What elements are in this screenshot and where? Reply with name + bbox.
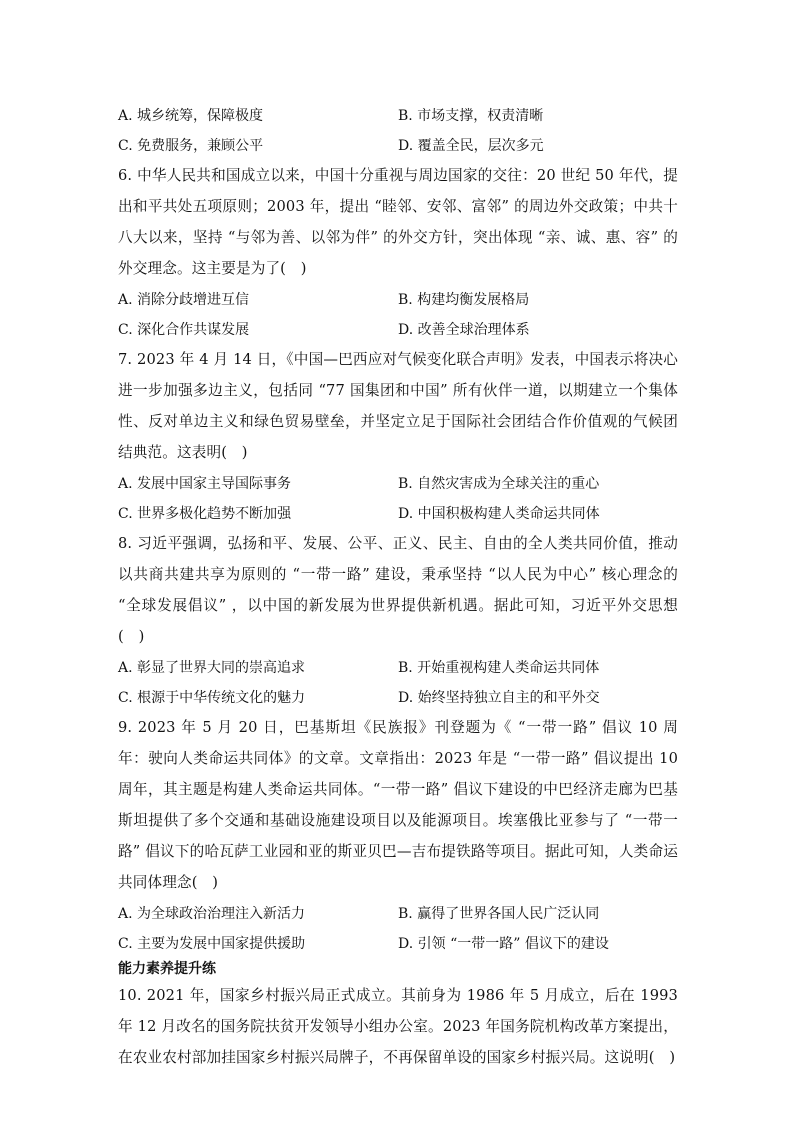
q5-options-row-1 bbox=[118, 100, 678, 130]
q7-options-row-1 bbox=[118, 468, 678, 498]
q9-options-row-2 bbox=[118, 928, 678, 958]
q6-option-d[interactable]: D. 改善全球治理体系 bbox=[398, 322, 530, 338]
q6-options-row-2 bbox=[118, 314, 678, 344]
q8-options-row-1 bbox=[118, 652, 678, 682]
q7-option-d[interactable]: D. 中国积极构建人类命运共同体 bbox=[398, 506, 600, 522]
q6-option-b[interactable]: B. 构建均衡发展格局 bbox=[398, 292, 530, 308]
q7-option-b[interactable]: B. 自然灾害成为全球关注的重心 bbox=[398, 476, 600, 492]
q7-stem: 7. 2023 年 4 月 14 日，《中国—巴西应对气候变化联合声明》发表，中国表示将决心进一步加强多边主义，包括同 “77 国集团和中国” 所有伙伴一道，以期建立一个集体性、反对单边主义和绿色贸易壁垒，并坚定立足于国际社会团结合作价值观的气候团结典范。这表明( ) bbox=[118, 351, 678, 461]
q9-option-c[interactable]: C. 主要为发展中国家提供援助 bbox=[118, 936, 306, 952]
q7-options-row-2 bbox=[118, 498, 678, 528]
q8-option-c[interactable]: C. 根源于中华传统文化的魅力 bbox=[118, 690, 306, 706]
q5-option-c[interactable]: C. 免费服务，兼顾公平 bbox=[118, 138, 264, 154]
q6-option-c[interactable]: C. 深化合作共谋发展 bbox=[118, 322, 250, 338]
q8-option-b[interactable]: B. 开始重视构建人类命运共同体 bbox=[398, 660, 600, 676]
q5-option-d[interactable]: D. 覆盖全民，层次多元 bbox=[398, 138, 544, 154]
q8-stem: 8. 习近平强调，弘扬和平、发展、公平、正义、民主、自由的全人类共同价值，推动以共商共建共享为原则的 “一带一路” 建设，秉承坚持 “以人民为中心” 核心理念的 “全球发展倡议” ，以中国的新发展为世界提供新机遇。据此可知，习近平外交思想( ) bbox=[118, 535, 678, 645]
q8-option-d[interactable]: D. 始终坚持独立自主的和平外交 bbox=[398, 690, 600, 706]
q5-option-b[interactable]: B. 市场支撑，权责清晰 bbox=[398, 108, 544, 124]
q9-option-a[interactable]: A. 为全球政治治理注入新活力 bbox=[118, 906, 306, 922]
q8-options-row-2 bbox=[118, 682, 678, 712]
q8-option-a[interactable]: A. 彰显了世界大同的崇高追求 bbox=[118, 660, 306, 676]
q6-stem: 6. 中华人民共和国成立以来，中国十分重视与周边国家的交往：20 世纪 50 年代，提出和平共处五项原则；2003 年，提出 “睦邻、安邻、富邻” 的周边外交政策；中共十八大以来，坚持 “与邻为善、以邻为伴” 的外交方针，突出体现 “亲、诚、惠、容” 的外交理念。这主要是为了( ) bbox=[118, 167, 678, 277]
section-title: 能力素养提升练 bbox=[118, 961, 216, 977]
q9-option-b[interactable]: B. 赢得了世界各国人民广泛认同 bbox=[398, 906, 600, 922]
q9-stem: 9. 2023 年 5 月 20 日，巴基斯坦《民族报》刊登题为《 “一带一路” 倡议 10 周年：驶向人类命运共同体》的文章。文章指出：2023 年是 “一带一路” 倡议提出 10 周年，其主题是构建人类命运共同体。“一带一路” 倡议下建设的中巴经济走廊为巴基斯坦提供了多个交通和基础设施建设项目以及能源项目。埃塞俄比亚参与了 “一带一路” 倡议下的哈瓦萨工业园和亚的斯亚贝巴—吉布提铁路等项目。据此可知，人类命运共同体理念( ) bbox=[118, 719, 678, 891]
q6-options-row-1 bbox=[118, 284, 678, 314]
q9-options-row-1 bbox=[118, 898, 678, 928]
q5-option-a[interactable]: A. 城乡统筹，保障极度 bbox=[118, 108, 264, 124]
q9-option-d[interactable]: D. 引领 “一带一路” 倡议下的建设 bbox=[398, 936, 609, 952]
q7-option-a[interactable]: A. 发展中国家主导国际事务 bbox=[118, 476, 292, 492]
q7-option-c[interactable]: C. 世界多极化趋势不断加强 bbox=[118, 506, 292, 522]
q10-stem: 10. 2021 年，国家乡村振兴局正式成立。其前身为 1986 年 5 月成立，后在 1993 年 12 月改名的国务院扶贫开发领导小组办公室。2023 年国务院机构改革方案提出，在农业农村部加挂国家乡村振兴局牌子，不再保留单设的国家乡村振兴局。这说明( ) bbox=[118, 987, 678, 1066]
exam-page bbox=[118, 100, 678, 1073]
q5-options-row-2 bbox=[118, 130, 678, 160]
q6-option-a[interactable]: A. 消除分歧增进互信 bbox=[118, 292, 250, 308]
